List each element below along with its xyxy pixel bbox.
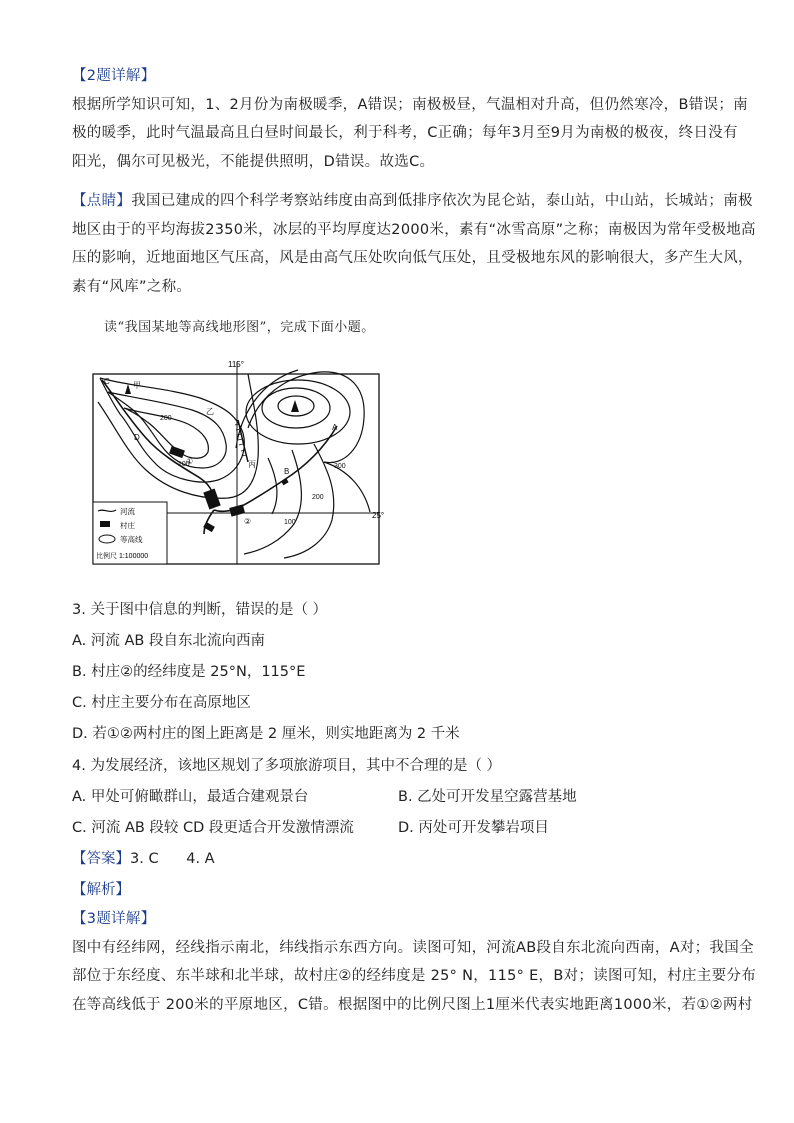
legend-contour: 等高线	[120, 535, 143, 544]
section-2-heading: 【2题详解】	[72, 68, 156, 84]
point-a-label: A	[332, 423, 338, 432]
section-2-line: 极的暖季，此时气温最高且白昼时间最长，利于科考，C正确；每年3月至9月为南极的极夜，终日没有	[72, 125, 738, 141]
q4-option-b: B. 乙处可开发星空露营基地	[398, 789, 577, 805]
answer-label: 【答案】	[72, 851, 130, 867]
question-4-stem: 4. 为发展经济，该地区规划了多项旅游项目，其中不合理的是（ ）	[72, 758, 502, 774]
section-3-explanation	[72, 905, 757, 1019]
peak-icon	[125, 384, 131, 394]
point-c-label: C	[104, 377, 110, 386]
section-2-line: 阳光，偶尔可见极光，不能提供照明，D错误。故选C。	[72, 153, 435, 170]
question-3-stem: 3. 关于图中信息的判断，错误的是（ ）	[72, 602, 328, 618]
key-point-line: 地区由于的平均海拔2350米，冰层的平均厚度达2000米，素有“冰雪高原”之称；南极因为常年受极地高	[72, 221, 756, 238]
q3-option-a: A. 河流 AB 段自东北流向西南	[72, 633, 265, 649]
place-jia-label: 甲	[133, 381, 141, 390]
q4-option-d: D. 丙处可开发攀岩项目	[398, 820, 549, 836]
q4-option-c: C. 河流 AB 段较 CD 段更适合开发激情漂流	[72, 820, 354, 836]
section-3-line: 部位于东经度、东半球和北半球，故村庄②的经纬度是 25° N，115° E，B对；读图可知，村庄主要分布	[72, 968, 757, 984]
village-2-label: ②	[244, 517, 252, 526]
section-2-line: 根据所学知识可知，1、2月份为南极暖季，A错误；南极极昼，气温相对升高，但仍然寒冷，B错误；南	[72, 96, 748, 113]
key-point-text: 我国已建成的四个科学考察站纬度由高到低排序依次为昆仑站，泰山站，中山站，长城站；南极	[131, 193, 753, 209]
q3-option-c: C. 村庄主要分布在高原地区	[72, 695, 251, 711]
village-2-icon	[229, 504, 245, 516]
q4-option-a: A. 甲处可俯瞰群山，最适合建观景台	[72, 789, 309, 805]
place-yi-label: 乙	[206, 407, 214, 416]
village-icon	[203, 488, 220, 509]
village-legend-icon	[100, 521, 110, 527]
legend-river: 河流	[120, 507, 135, 516]
point-d-label: D	[134, 433, 140, 442]
map-legend	[93, 502, 167, 564]
latitude-label: 25°	[372, 511, 385, 520]
q3-option-b: B. 村庄②的经纬度是 25°N，115°E	[72, 664, 306, 680]
contour-map	[88, 358, 390, 570]
legend-village: 村庄	[120, 521, 135, 530]
contour-label: 100	[178, 461, 190, 468]
key-point-label: 【点睛】	[72, 193, 132, 209]
section-3-heading: 【3题详解】	[72, 911, 156, 927]
place-bing-label: 丙	[248, 460, 256, 469]
section-2-explanation	[72, 62, 748, 176]
village-icon	[281, 479, 288, 485]
contour-label: 200	[312, 494, 324, 501]
longitude-label: 115°	[228, 360, 244, 369]
section-3-line: 图中有经纬网，经线指示南北，纬线指示东西方向。读图可知，河流AB段自东北流向西南，A对；我国全	[72, 939, 754, 956]
village-1-label: ①	[186, 457, 194, 466]
peak-icon	[291, 400, 299, 412]
point-b-label: B	[284, 467, 290, 476]
key-point	[72, 187, 756, 301]
contour-label: 100	[284, 519, 296, 526]
contour-label: 200	[160, 415, 172, 422]
section-3-line: 在等高线低于 200米的平原地区，C错。根据图中的比例尺图上1厘米代表实地距离1000米，若①②两村	[72, 996, 753, 1013]
key-point-line: 素有“风库”之称。	[72, 278, 192, 295]
key-point-line: 压的影响，近地面地区气压高，风是由高气压处吹向低气压处，且受极地东风的影响很大，多产生大风，	[72, 250, 753, 266]
map-caption: 读“我国某地等高线地形图”，完成下面小题。	[104, 320, 375, 335]
q3-option-d: D. 若①②两村庄的图上距离是 2 厘米，则实地距离为 2 千米	[72, 726, 460, 742]
contour-label: 300	[334, 463, 346, 470]
answer-line	[72, 847, 215, 868]
legend-scale: 比例尺 1:100000	[96, 553, 149, 560]
analysis-label: 【解析】	[72, 882, 130, 898]
answer-text: 3. C 4. A	[130, 851, 215, 867]
